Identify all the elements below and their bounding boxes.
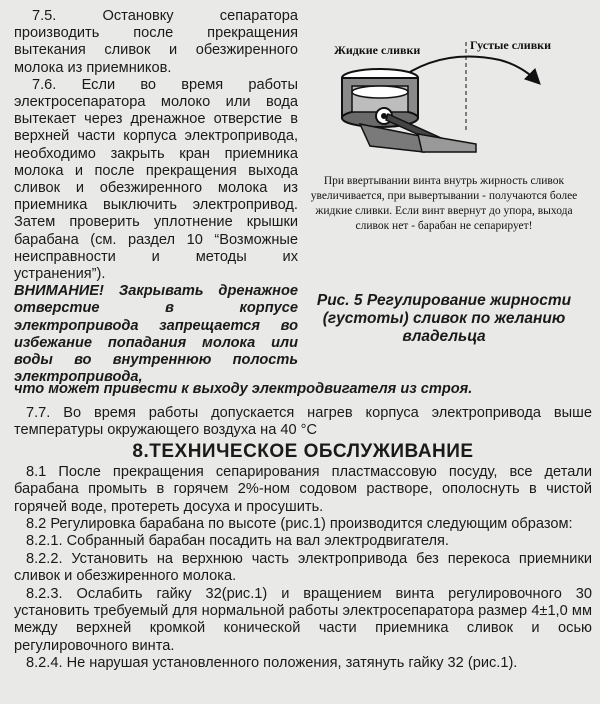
main-text: [14, 405, 592, 673]
figure-5: [300, 22, 590, 352]
warning-continuation: [14, 381, 592, 398]
cream-regulator-illustration: [300, 22, 590, 172]
paragraph-8-1: 8.1 После прекращения сепарирования пластмассовую посуду, все детали барабана промыть в горячем 2%-ном содовом растворе, ополоснуть в чистой горячей воде, протереть досуха и просушить.: [14, 463, 592, 515]
warning-text: ВНИМАНИЕ! Закрывать дренажное отверстие в корпусе электропривода запрещается во избежание попадания молока или воды во внутреннюю полость электропривода,: [14, 283, 298, 386]
section-heading: 8.ТЕХНИЧЕСКОЕ ОБСЛУЖИВАНИЕ: [132, 440, 474, 462]
paragraph-8-2-2: 8.2.2. Установить на верхнюю часть электропривода без перекоса приемники сливок и обезжиренного молока.: [14, 550, 592, 585]
figure-caption: Рис. 5 Регулирование жирности (густоты) сливок по желанию владельца: [316, 292, 572, 345]
paragraph-7-7: 7.7. Во время работы допускается нагрев корпуса электропривода выше температуры окружающего воздуха на 40 °С: [14, 405, 592, 439]
label-thick-cream: Густые сливки: [470, 38, 552, 52]
paragraph-7-6: 7.6. Если во время работы электросепаратора молоко или вода вытекает через дренажное отверстие в верхней части корпуса электропривода, необходимо закрыть кран приемника молока и после прекращения выхода сливок и обезжиренного молока из приемника выключить электропривод. Затем проверить уплотнение крышки барабана (см. раздел 10 “Возможные неисправности и методы их устранения”).: [14, 76, 298, 283]
warning-text-tail: что может привести к выходу электродвигателя из строя.: [14, 381, 473, 397]
paragraph-8-2-3: 8.2.3. Ослабить гайку 32(рис.1) и вращением винта регулировочного 30 установить требуемый для нормальной работы электросепаратора размер 4±1,0 мм между верхней кромкой конической части приемника сливок и осью регулировочного винта.: [14, 585, 592, 654]
paragraph-7-5: 7.5. Остановку сепаратора производить после прекращения вытекания сливок и обезжиренного молока из приемников.: [14, 8, 298, 76]
paragraph-8-2: 8.2 Регулировка барабана по высоте (рис.1) производится следующим образом:: [26, 516, 573, 533]
figure-note: При ввертывании винта внутрь жирность сливок увеличивается, при вывертывании - получаются более жидкие сливки. Если винт ввернут до упора, выхода сливок нет - барабан не сепарирует!: [310, 175, 578, 232]
label-liquid-cream: Жидкие сливки: [334, 43, 421, 57]
paragraph-8-2-4: 8.2.4. Не нарушая установленного положения, затянуть гайку 32 (рис.1).: [26, 655, 518, 672]
paragraph-8-2-1: 8.2.1. Собранный барабан посадить на вал электродвигателя.: [26, 533, 449, 550]
left-column: [14, 8, 298, 386]
